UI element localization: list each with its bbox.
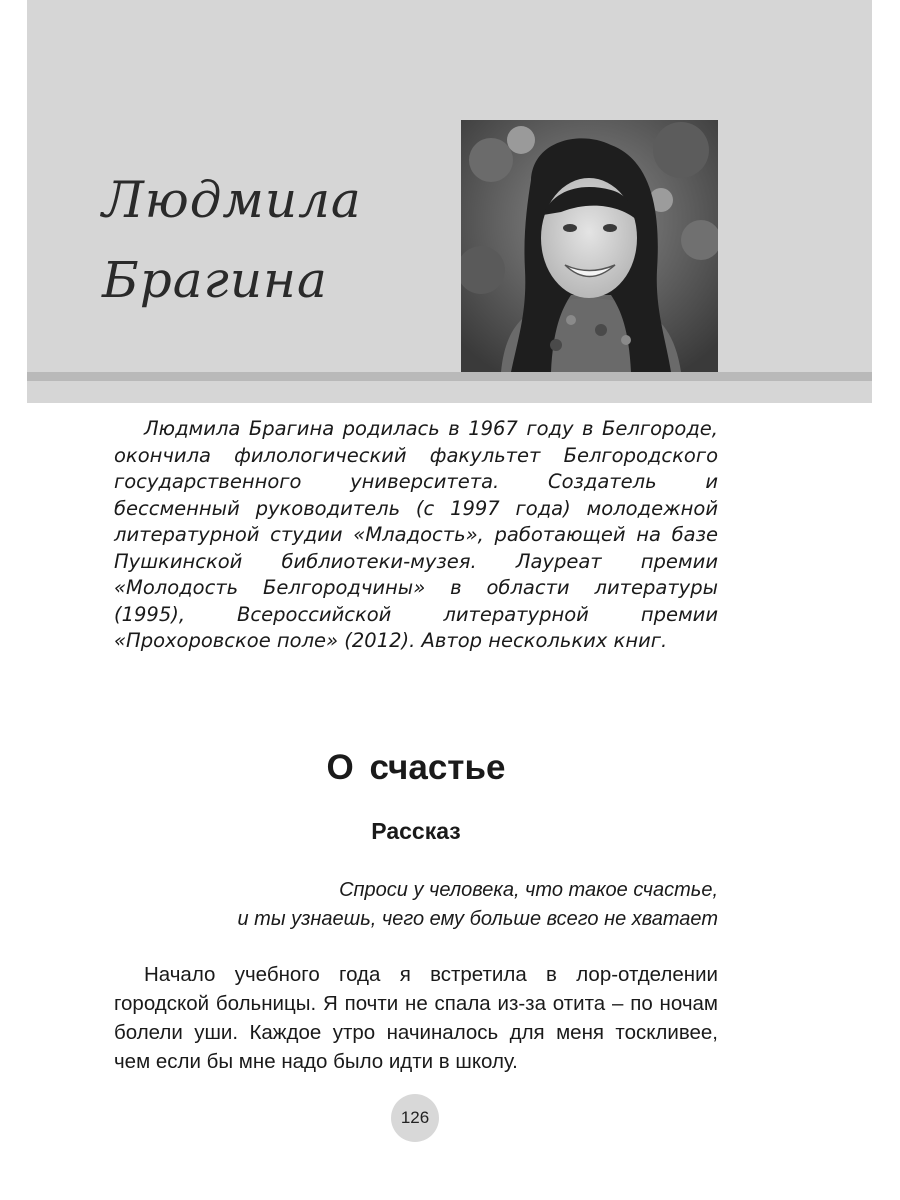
story-title: О счастье bbox=[326, 748, 506, 787]
author-first-name: Людмила bbox=[102, 171, 362, 229]
epigraph bbox=[114, 876, 718, 934]
author-name bbox=[102, 160, 442, 320]
epigraph-line: и ты узнаешь, чего ему больше всего не хватает bbox=[237, 908, 718, 930]
page-number: 126 bbox=[391, 1094, 439, 1142]
author-photo bbox=[461, 120, 718, 372]
story-subtitle: Рассказ bbox=[371, 818, 461, 844]
header-divider bbox=[27, 372, 872, 381]
author-last-name: Брагина bbox=[102, 251, 328, 309]
author-photo-image bbox=[461, 120, 718, 372]
story-paragraph: Начало учебного года я встретила в лор-отделении городской больницы. Я почти не спала из-за отита – по ночам болели уши. Каждое утро начиналось для меня тоскливее, чем если бы мне надо было идти в школу. bbox=[114, 963, 718, 1073]
epigraph-line: Спроси у человека, что такое счастье, bbox=[339, 879, 718, 901]
author-bio: Людмила Брагина родилась в 1967 году в Белгороде, окончила филологический факультет Белгородского государственного университета. Создатель и бессменный руководитель (с 1997 года) молодежной литературной студии «Младость», работающей на базе Пушкинской библиотеки-музея. Лауреат премии «Молодость Белгородчины» в области литературы (1995), Всероссийской литературной премии «Прохоровское поле» (2012). Автор нескольких книг. bbox=[114, 417, 718, 652]
